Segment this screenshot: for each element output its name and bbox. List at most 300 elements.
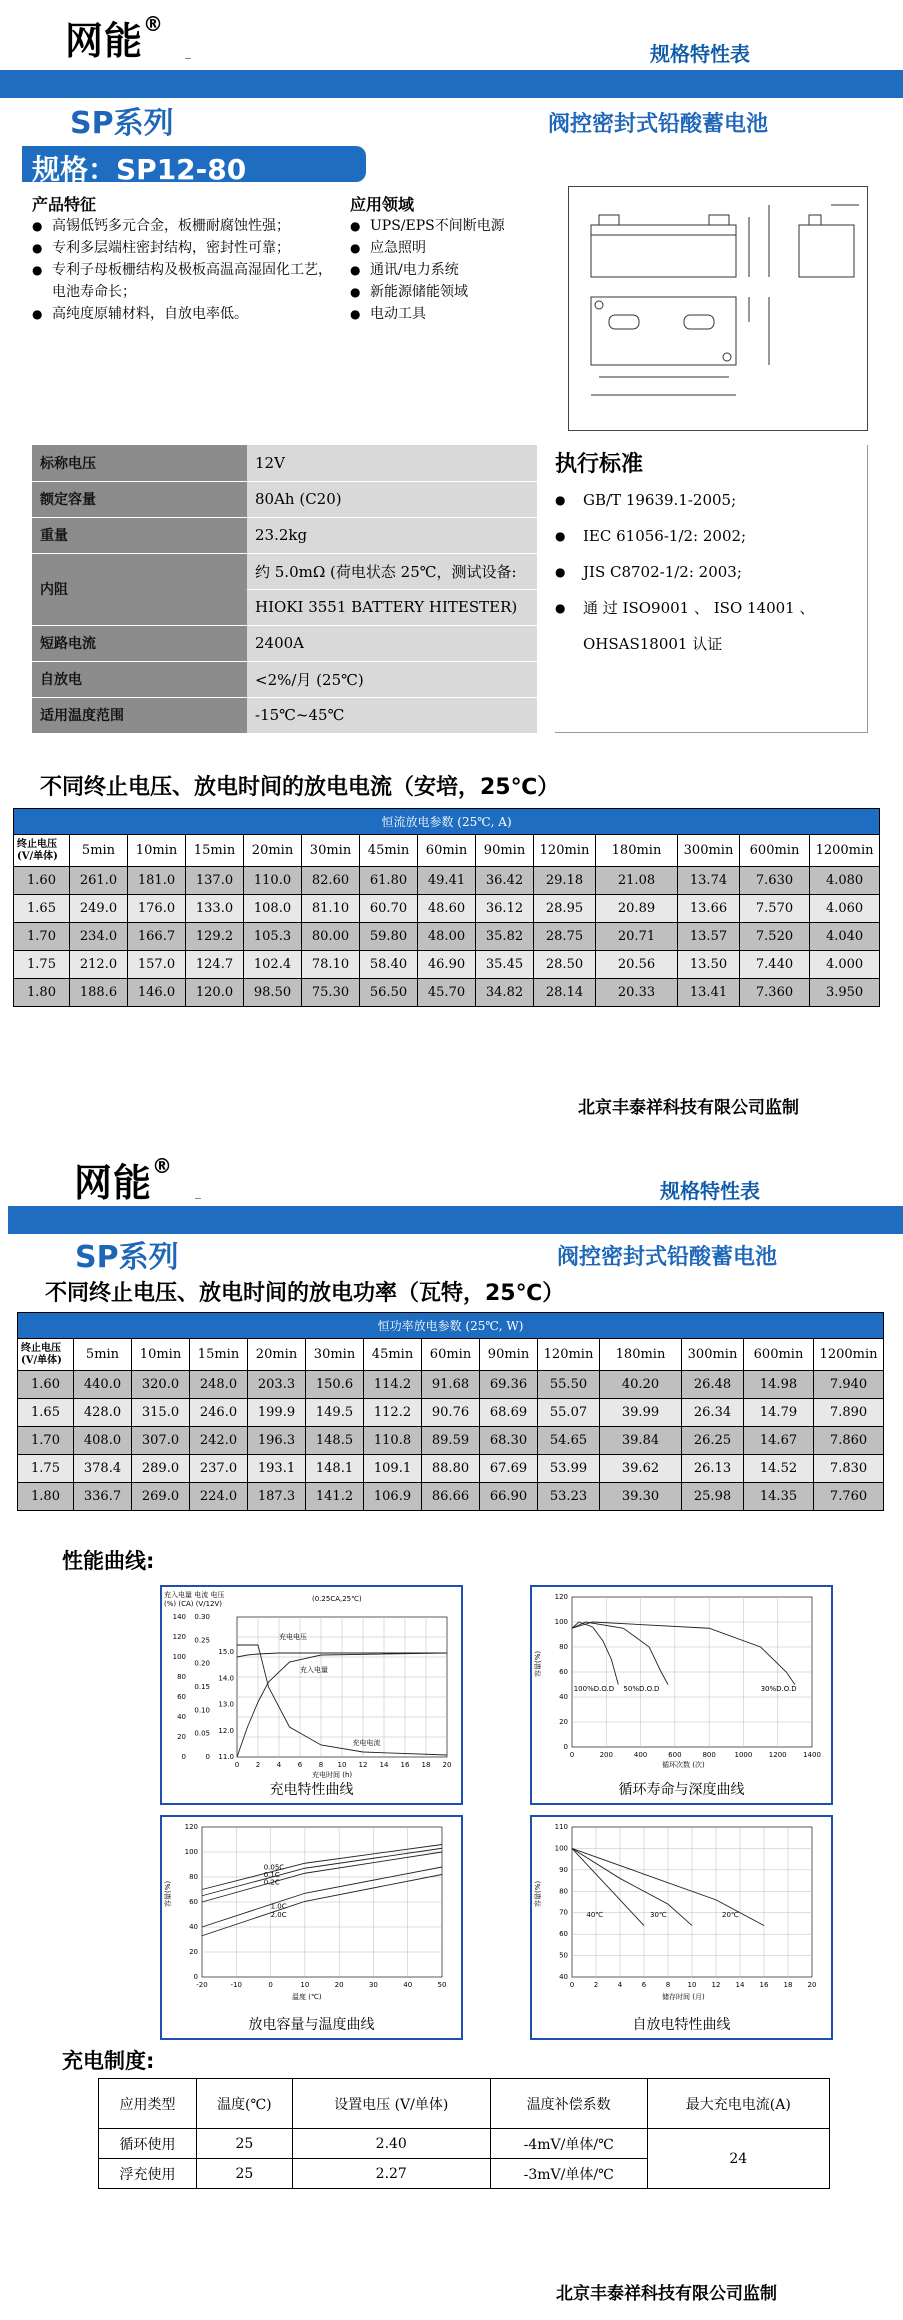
applications-list bbox=[350, 215, 550, 325]
time-header: 30min bbox=[302, 835, 360, 867]
value-cell: 28.95 bbox=[534, 895, 596, 923]
spec-value: 约 5.0mΩ (荷电状态 25℃，测试设备: bbox=[247, 553, 537, 589]
time-header: 1200min bbox=[810, 835, 880, 867]
y-tick-label: 0 bbox=[181, 1753, 186, 1761]
y-tick-label: 80 bbox=[559, 1887, 568, 1896]
power-table-title: 不同终止电压、放电时间的放电功率（瓦特，25℃） bbox=[45, 1281, 565, 1306]
applications-title: 应用领域 bbox=[350, 195, 415, 214]
table-header-row bbox=[14, 835, 880, 867]
cycle-50-line bbox=[572, 1622, 668, 1685]
x-tick-label: 1000 bbox=[734, 1751, 753, 1759]
charge-header-cell: 温度补偿系数 bbox=[490, 2079, 647, 2129]
x-tick-label: 12 bbox=[711, 1981, 721, 1989]
chart-ylabel-units: (%) (CA) (V/12V) bbox=[164, 1600, 223, 1608]
cycle-100-line bbox=[572, 1622, 618, 1685]
y-tick-label: 12.0 bbox=[218, 1726, 234, 1735]
temperature-capacity-svg bbox=[162, 1817, 461, 2017]
value-cell: 28.14 bbox=[534, 979, 596, 1007]
x-tick-label: 18 bbox=[783, 1981, 793, 1989]
time-header: 180min bbox=[596, 835, 678, 867]
x-tick-label: 2 bbox=[255, 1761, 261, 1769]
voltage-cell: 1.65 bbox=[14, 895, 70, 923]
value-cell: 40.20 bbox=[600, 1371, 682, 1399]
feature-item: ● 高纯度原辅材料，自放电率低。 bbox=[32, 303, 332, 325]
value-cell: 48.60 bbox=[418, 895, 476, 923]
value-cell: 7.760 bbox=[814, 1483, 884, 1511]
value-cell: 3.950 bbox=[810, 979, 880, 1007]
value-cell: 60.70 bbox=[360, 895, 418, 923]
value-cell: 80.00 bbox=[302, 923, 360, 951]
value-cell: 187.3 bbox=[248, 1483, 306, 1511]
value-cell: 14.79 bbox=[744, 1399, 814, 1427]
value-cell: 89.59 bbox=[422, 1427, 480, 1455]
value-cell: 26.34 bbox=[682, 1399, 744, 1427]
time-header: 30min bbox=[306, 1339, 364, 1371]
time-header: 10min bbox=[132, 1339, 190, 1371]
value-cell: 246.0 bbox=[190, 1399, 248, 1427]
time-header: 300min bbox=[682, 1339, 744, 1371]
standards-list bbox=[555, 482, 867, 662]
y-tick-label: 60 bbox=[559, 1668, 568, 1676]
table-row bbox=[14, 895, 880, 923]
spec-row bbox=[32, 517, 537, 553]
spec-value: 12V bbox=[247, 445, 537, 481]
cycle-30-line bbox=[572, 1622, 795, 1685]
value-cell: 26.25 bbox=[682, 1427, 744, 1455]
value-cell: 14.98 bbox=[744, 1371, 814, 1399]
time-header: 5min bbox=[70, 835, 128, 867]
value-cell: 237.0 bbox=[190, 1455, 248, 1483]
series-label: 100%D.O.D bbox=[573, 1684, 615, 1693]
charge-cell-type: 浮充使用 bbox=[99, 2159, 197, 2189]
time-header: 60min bbox=[418, 835, 476, 867]
discharge-power-table bbox=[17, 1312, 884, 1511]
table-caption: 恒功率放电参数 (25℃, W) bbox=[18, 1313, 884, 1339]
y-tick-label: 70 bbox=[559, 1908, 568, 1917]
value-cell: 133.0 bbox=[186, 895, 244, 923]
series-label: 0.05C bbox=[263, 1863, 285, 1872]
value-cell: 25.98 bbox=[682, 1483, 744, 1511]
time-header: 15min bbox=[190, 1339, 248, 1371]
time-header: 600min bbox=[744, 1339, 814, 1371]
battery-dimension-drawing bbox=[568, 186, 868, 431]
value-cell: 248.0 bbox=[190, 1371, 248, 1399]
x-tick-label: 18 bbox=[421, 1761, 431, 1769]
value-cell: 137.0 bbox=[186, 867, 244, 895]
x-tick-label: 0 bbox=[234, 1761, 240, 1769]
spec-key: 标称电压 bbox=[32, 445, 247, 481]
cycle-life-chart bbox=[530, 1585, 833, 1805]
value-cell: 234.0 bbox=[70, 923, 128, 951]
features-title: 产品特征 bbox=[32, 195, 97, 214]
x-tick-label: 1200 bbox=[768, 1751, 787, 1759]
series-label: 0.2C bbox=[263, 1878, 280, 1887]
value-cell: 56.50 bbox=[360, 979, 418, 1007]
value-cell: 20.56 bbox=[596, 951, 678, 979]
spec-value: 23.2kg bbox=[247, 517, 537, 553]
value-cell: 29.18 bbox=[534, 867, 596, 895]
voltage-cell: 1.70 bbox=[14, 923, 70, 951]
series-label: 充电电流 bbox=[352, 1739, 381, 1747]
value-cell: 78.10 bbox=[302, 951, 360, 979]
spec-row bbox=[32, 445, 537, 481]
value-cell: 440.0 bbox=[74, 1371, 132, 1399]
value-cell: 242.0 bbox=[190, 1427, 248, 1455]
value-cell: 75.30 bbox=[302, 979, 360, 1007]
charge-regime-table bbox=[98, 2078, 830, 2189]
y-tick-label: 0.05 bbox=[194, 1729, 210, 1738]
value-cell: 68.69 bbox=[480, 1399, 538, 1427]
value-cell: 69.36 bbox=[480, 1371, 538, 1399]
time-header: 120min bbox=[534, 835, 596, 867]
value-cell: 13.66 bbox=[678, 895, 740, 923]
application-item: ● 新能源储能领域 bbox=[350, 281, 550, 303]
max-current-cell: 24 bbox=[647, 2129, 829, 2189]
value-cell: 120.0 bbox=[186, 979, 244, 1007]
footer-company-2: 北京丰泰祥科技有限公司监制 bbox=[556, 2284, 777, 2304]
x-tick-label: 14 bbox=[735, 1981, 745, 1989]
y-tick-label: 60 bbox=[177, 1693, 186, 1701]
value-cell: 35.45 bbox=[476, 951, 534, 979]
standard-item: ● JIS C8702-1/2: 2003; bbox=[555, 554, 867, 590]
voltage-cell: 1.60 bbox=[18, 1371, 74, 1399]
charge-cell-temp: 25 bbox=[197, 2159, 293, 2189]
value-cell: 378.4 bbox=[74, 1455, 132, 1483]
y-tick-label: 20 bbox=[177, 1733, 186, 1741]
value-cell: 105.3 bbox=[244, 923, 302, 951]
chart-ylabel: 容量(%) bbox=[534, 1880, 542, 1907]
voltage-cell: 1.80 bbox=[14, 979, 70, 1007]
value-cell: 148.1 bbox=[306, 1455, 364, 1483]
value-cell: 13.57 bbox=[678, 923, 740, 951]
y-tick-label: 100 bbox=[554, 1618, 568, 1626]
value-cell: 428.0 bbox=[74, 1399, 132, 1427]
chart-condition: (0.25CA,25℃) bbox=[312, 1595, 362, 1603]
series-label: 30℃ bbox=[650, 1911, 667, 1919]
value-cell: 14.67 bbox=[744, 1427, 814, 1455]
x-tick-label: 600 bbox=[668, 1751, 682, 1759]
x-tick-label: 8 bbox=[665, 1981, 671, 1989]
charge-cell-comp: -4mV/单体/℃ bbox=[490, 2129, 647, 2159]
value-cell: 55.07 bbox=[538, 1399, 600, 1427]
y-tick-label: 0.15 bbox=[194, 1683, 210, 1691]
value-cell: 39.99 bbox=[600, 1399, 682, 1427]
chart-caption-cycle: 循环寿命与深度曲线 bbox=[618, 1782, 745, 1798]
spec-key: 额定容量 bbox=[32, 481, 247, 517]
time-header: 10min bbox=[128, 835, 186, 867]
y-tick-label: 100 bbox=[172, 1653, 186, 1661]
y-tick-label: 90 bbox=[559, 1865, 568, 1874]
series-label: 1.0C bbox=[270, 1902, 287, 1911]
y-tick-label: 0 bbox=[193, 1973, 198, 1981]
value-cell: 7.890 bbox=[814, 1399, 884, 1427]
value-cell: 196.3 bbox=[248, 1427, 306, 1455]
y-tick-label: 0.25 bbox=[194, 1636, 210, 1645]
product-subtitle: 阀控密封式铅酸蓄电池 bbox=[548, 112, 769, 137]
value-cell: 46.90 bbox=[418, 951, 476, 979]
value-cell: 59.80 bbox=[360, 923, 418, 951]
value-cell: 7.940 bbox=[814, 1371, 884, 1399]
spec-value: HIOKI 3551 BATTERY HITESTER) bbox=[247, 589, 537, 625]
value-cell: 408.0 bbox=[74, 1427, 132, 1455]
value-cell: 108.0 bbox=[244, 895, 302, 923]
value-cell: 4.060 bbox=[810, 895, 880, 923]
value-cell: 86.66 bbox=[422, 1483, 480, 1511]
value-cell: 53.23 bbox=[538, 1483, 600, 1511]
y-tick-label: 14.0 bbox=[218, 1674, 234, 1683]
standard-item: ● IEC 61056-1/2: 2002; bbox=[555, 518, 867, 554]
value-cell: 36.12 bbox=[476, 895, 534, 923]
voltage-cell: 1.65 bbox=[18, 1399, 74, 1427]
table-row bbox=[14, 979, 880, 1007]
x-tick-label: 6 bbox=[641, 1981, 647, 1989]
y-tick-label: 120 bbox=[184, 1823, 198, 1831]
value-cell: 193.1 bbox=[248, 1455, 306, 1483]
value-cell: 61.80 bbox=[360, 867, 418, 895]
standards-section bbox=[555, 445, 868, 733]
value-cell: 188.6 bbox=[70, 979, 128, 1007]
charge-cell-volt: 2.27 bbox=[292, 2159, 490, 2189]
table-header-row bbox=[18, 1339, 884, 1371]
time-header: 15min bbox=[186, 835, 244, 867]
value-cell: 81.10 bbox=[302, 895, 360, 923]
value-cell: 289.0 bbox=[132, 1455, 190, 1483]
spec-row bbox=[32, 625, 537, 661]
y-tick-label: 15.0 bbox=[218, 1648, 234, 1656]
feature-item: ● 高锡低钙多元合金，板栅耐腐蚀性强； bbox=[32, 215, 332, 237]
spec-row bbox=[32, 481, 537, 517]
x-tick-label: 4 bbox=[617, 1981, 623, 1989]
y-tick-label: 0 bbox=[205, 1753, 210, 1761]
x-tick-label: 14 bbox=[379, 1761, 389, 1769]
value-cell: 102.4 bbox=[244, 951, 302, 979]
x-tick-label: 16 bbox=[759, 1981, 769, 1989]
spec-value: <2%/月 (25℃) bbox=[247, 661, 537, 697]
value-cell: 146.0 bbox=[128, 979, 186, 1007]
value-cell: 4.040 bbox=[810, 923, 880, 951]
x-tick-label: 800 bbox=[702, 1751, 716, 1759]
value-cell: 82.60 bbox=[302, 867, 360, 895]
model-label: 规格：SP12-80 bbox=[22, 146, 366, 182]
value-cell: 106.9 bbox=[364, 1483, 422, 1511]
value-cell: 91.68 bbox=[422, 1371, 480, 1399]
value-cell: 4.080 bbox=[810, 867, 880, 895]
spec-value: 2400A bbox=[247, 625, 537, 661]
voltage-header: 终止电压(V/单体) bbox=[14, 835, 70, 867]
value-cell: 14.52 bbox=[744, 1455, 814, 1483]
value-cell: 320.0 bbox=[132, 1371, 190, 1399]
x-tick-label: 1400 bbox=[803, 1751, 821, 1759]
y-tick-label: 40 bbox=[177, 1713, 186, 1721]
chart-caption-charge: 充电特性曲线 bbox=[269, 1782, 354, 1798]
value-cell: 26.13 bbox=[682, 1455, 744, 1483]
cycle-life-svg bbox=[532, 1587, 831, 1783]
current-table-title: 不同终止电压、放电时间的放电电流（安培，25℃） bbox=[40, 775, 560, 800]
time-header: 45min bbox=[360, 835, 418, 867]
value-cell: 66.90 bbox=[480, 1483, 538, 1511]
time-header: 1200min bbox=[814, 1339, 884, 1371]
series-label: 40℃ bbox=[586, 1911, 604, 1919]
value-cell: 7.360 bbox=[740, 979, 810, 1007]
value-cell: 203.3 bbox=[248, 1371, 306, 1399]
time-header: 60min bbox=[422, 1339, 480, 1371]
value-cell: 88.80 bbox=[422, 1455, 480, 1483]
value-cell: 58.40 bbox=[360, 951, 418, 979]
value-cell: 20.33 bbox=[596, 979, 678, 1007]
value-cell: 7.520 bbox=[740, 923, 810, 951]
curves-title: 性能曲线: bbox=[62, 1549, 155, 1573]
application-item: ● 电动工具 bbox=[350, 303, 550, 325]
y-tick-label: 110 bbox=[554, 1823, 568, 1831]
value-cell: 39.30 bbox=[600, 1483, 682, 1511]
temp-series-line bbox=[202, 1875, 442, 1936]
features-section bbox=[32, 192, 332, 325]
spec-key: 重量 bbox=[32, 517, 247, 553]
time-header: 20min bbox=[244, 835, 302, 867]
chart-xlabel: 温度 (℃) bbox=[292, 1993, 322, 2001]
y-tick-label: 40 bbox=[559, 1693, 568, 1701]
table-row bbox=[14, 923, 880, 951]
voltage-cell: 1.80 bbox=[18, 1483, 74, 1511]
value-cell: 14.35 bbox=[744, 1483, 814, 1511]
table-row bbox=[18, 1371, 884, 1399]
x-tick-label: 0 bbox=[569, 1981, 575, 1989]
value-cell: 39.62 bbox=[600, 1455, 682, 1483]
value-cell: 307.0 bbox=[132, 1427, 190, 1455]
y-tick-label: 120 bbox=[554, 1593, 568, 1601]
x-tick-label: 0 bbox=[268, 1981, 273, 1989]
value-cell: 149.5 bbox=[306, 1399, 364, 1427]
series-label: 30%D.O.D bbox=[760, 1684, 797, 1693]
x-tick-label: 20 bbox=[334, 1981, 344, 1989]
time-header: 120min bbox=[538, 1339, 600, 1371]
y-tick-label: 11.0 bbox=[218, 1753, 234, 1761]
y-tick-label: 0.30 bbox=[194, 1613, 210, 1621]
x-tick-label: 20 bbox=[807, 1981, 817, 1989]
value-cell: 7.860 bbox=[814, 1427, 884, 1455]
y-tick-label: 60 bbox=[559, 1930, 568, 1939]
value-cell: 13.74 bbox=[678, 867, 740, 895]
value-cell: 39.84 bbox=[600, 1427, 682, 1455]
chart-ylabel: 充入电量 电流 电压 bbox=[164, 1591, 225, 1599]
time-header: 90min bbox=[476, 835, 534, 867]
x-tick-label: 6 bbox=[297, 1761, 303, 1769]
value-cell: 148.5 bbox=[306, 1427, 364, 1455]
charge-cell-type: 循环使用 bbox=[99, 2129, 197, 2159]
charge-curve-chart bbox=[160, 1585, 463, 1805]
value-cell: 110.0 bbox=[244, 867, 302, 895]
spec-row bbox=[32, 697, 537, 733]
x-tick-label: 12 bbox=[358, 1761, 368, 1769]
header-bar-2 bbox=[8, 1206, 903, 1234]
temp-series-line bbox=[202, 1848, 442, 1896]
x-tick-label: 8 bbox=[318, 1761, 324, 1769]
y-tick-label: 100 bbox=[554, 1844, 568, 1853]
voltage-cell: 1.70 bbox=[18, 1427, 74, 1455]
value-cell: 224.0 bbox=[190, 1483, 248, 1511]
temperature-capacity-chart bbox=[160, 1815, 463, 2040]
temp-series-line bbox=[202, 1845, 442, 1890]
spec-value: 80Ah (C20) bbox=[247, 481, 537, 517]
charge-header-cell: 最大充电电流(A) bbox=[647, 2079, 829, 2129]
y-tick-label: 120 bbox=[172, 1633, 186, 1641]
charge-row bbox=[99, 2129, 830, 2159]
value-cell: 90.76 bbox=[422, 1399, 480, 1427]
series-label: 0.1C bbox=[263, 1871, 280, 1879]
spec-sheet-title: 规格特性表 bbox=[650, 42, 750, 66]
value-cell: 4.000 bbox=[810, 951, 880, 979]
table-row bbox=[18, 1427, 884, 1455]
features-list bbox=[32, 215, 332, 325]
chart-xlabel: 储存时间 (月) bbox=[662, 1993, 705, 2001]
charge-header-cell: 应用类型 bbox=[99, 2079, 197, 2129]
y-tick-label: 60 bbox=[189, 1898, 198, 1906]
value-cell: 129.2 bbox=[186, 923, 244, 951]
spec-key: 内阻 bbox=[32, 553, 247, 625]
value-cell: 34.82 bbox=[476, 979, 534, 1007]
table-row bbox=[14, 867, 880, 895]
chart-ylabel: 容量(%) bbox=[164, 1880, 172, 1907]
series-label: 50%D.O.D bbox=[623, 1684, 660, 1693]
self-discharge-chart bbox=[530, 1815, 833, 2040]
y-tick-label: 13.0 bbox=[218, 1700, 234, 1709]
x-tick-label: 10 bbox=[687, 1981, 697, 1989]
product-subtitle-2: 阀控密封式铅酸蓄电池 bbox=[557, 1245, 778, 1270]
value-cell: 181.0 bbox=[128, 867, 186, 895]
y-tick-label: 0.20 bbox=[194, 1659, 210, 1668]
chart-caption-self: 自放电特性曲线 bbox=[632, 2017, 731, 2033]
y-tick-label: 80 bbox=[177, 1673, 186, 1681]
time-header: 300min bbox=[678, 835, 740, 867]
spec-row bbox=[32, 553, 537, 589]
value-cell: 249.0 bbox=[70, 895, 128, 923]
value-cell: 109.1 bbox=[364, 1455, 422, 1483]
charge-curve-svg bbox=[162, 1587, 461, 1783]
time-header: 180min bbox=[600, 1339, 682, 1371]
table-row bbox=[18, 1399, 884, 1427]
feature-item: ● 专利子母板栅结构及极板高温高湿固化工艺，电池寿命长； bbox=[32, 259, 332, 303]
applications-section bbox=[350, 192, 550, 325]
standards-title: 执行标准 bbox=[555, 452, 644, 477]
y-tick-label: 20 bbox=[189, 1948, 198, 1956]
x-tick-label: -10 bbox=[230, 1981, 243, 1989]
value-cell: 21.08 bbox=[596, 867, 678, 895]
value-cell: 7.630 bbox=[740, 867, 810, 895]
value-cell: 141.2 bbox=[306, 1483, 364, 1511]
voltage-cell: 1.60 bbox=[14, 867, 70, 895]
series-title: SP系列 bbox=[70, 106, 174, 141]
value-cell: 7.830 bbox=[814, 1455, 884, 1483]
x-tick-label: 10 bbox=[337, 1761, 347, 1769]
spec-key: 自放电 bbox=[32, 661, 247, 697]
specs-table bbox=[32, 445, 537, 734]
feature-item: ● 专利多层端柱密封结构，密封性可靠； bbox=[32, 237, 332, 259]
x-tick-label: 20 bbox=[442, 1761, 452, 1769]
charge-header-cell: 温度(℃) bbox=[197, 2079, 293, 2129]
value-cell: 157.0 bbox=[128, 951, 186, 979]
spec-value: -15℃~45℃ bbox=[247, 697, 537, 733]
charge-cell-volt: 2.40 bbox=[292, 2129, 490, 2159]
x-tick-label: 2 bbox=[593, 1981, 599, 1989]
chart-xlabel: 循环次数 (次) bbox=[662, 1761, 705, 1769]
value-cell: 212.0 bbox=[70, 951, 128, 979]
value-cell: 112.2 bbox=[364, 1399, 422, 1427]
series-label: 充入电量 bbox=[300, 1666, 328, 1674]
y-tick-label: 80 bbox=[189, 1873, 198, 1881]
x-tick-label: 400 bbox=[633, 1751, 648, 1759]
charge-header-cell: 设置电压 (V/单体) bbox=[292, 2079, 490, 2129]
series-label: 充电电压 bbox=[279, 1633, 307, 1641]
